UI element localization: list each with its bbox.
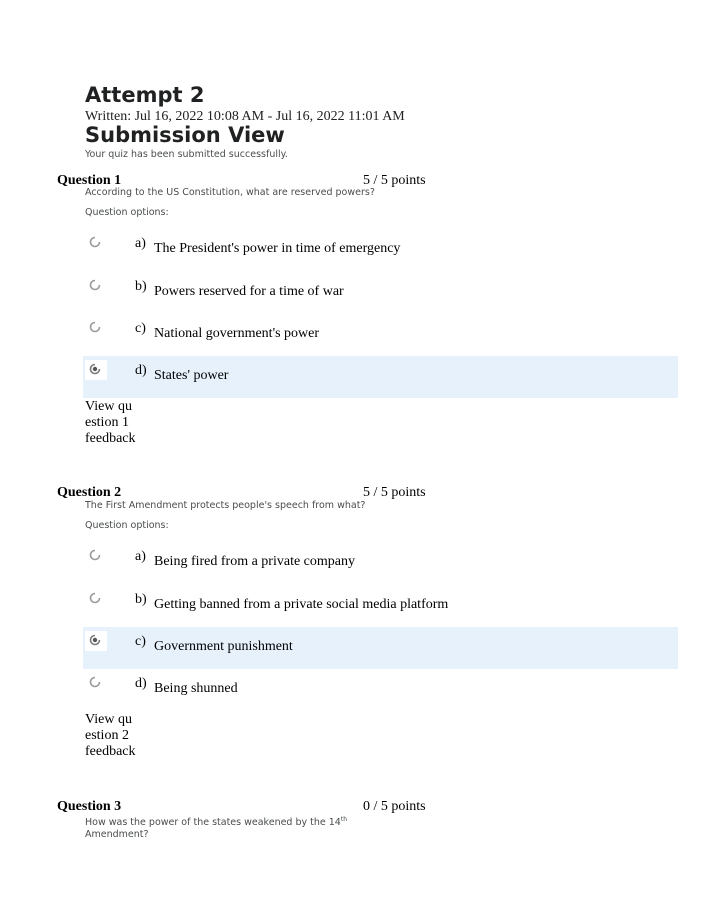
question-2-option-b <box>83 585 678 627</box>
question-2-option-d <box>83 669 678 711</box>
option-letter: d) <box>135 363 147 378</box>
written-dates: Written: Jul 16, 2022 10:08 AM - Jul 16, 2022 11:01 AM <box>85 109 405 124</box>
option-text: Being fired from a private company <box>154 554 355 569</box>
question-3-label: Question 3 <box>57 799 122 814</box>
question-3-text-superscript: th <box>340 816 348 823</box>
attempt-title: Attempt 2 <box>85 83 205 107</box>
option-text: National government's power <box>154 326 320 341</box>
question-2-options-label: Question options: <box>85 520 169 531</box>
radio-unselected-icon <box>85 276 107 296</box>
question-3-text-after: Amendment? <box>85 828 149 840</box>
question-2-option-c <box>83 627 678 669</box>
option-text: Being shunned <box>154 681 238 696</box>
question-1-option-d <box>83 356 678 398</box>
radio-selected-icon <box>85 631 107 651</box>
radio-unselected-icon <box>85 233 107 253</box>
radio-unselected-icon <box>85 318 107 338</box>
option-text: Government punishment <box>154 639 293 654</box>
radio-unselected-icon <box>85 546 107 566</box>
option-letter: a) <box>135 236 146 251</box>
question-2-feedback-link[interactable]: View question 2 feedback <box>85 712 136 760</box>
question-1-options-label: Question options: <box>85 207 169 218</box>
option-text: Powers reserved for a time of war <box>154 284 344 299</box>
question-2-option-a <box>83 542 678 584</box>
question-1-label: Question 1 <box>57 173 122 188</box>
submission-message: Your quiz has been submitted successfully. <box>85 149 288 160</box>
option-text: Getting banned from a private social media platform <box>154 597 449 612</box>
question-1-option-a <box>83 229 678 271</box>
radio-selected-icon <box>85 360 107 380</box>
question-3-text-before: How was the power of the states weakened by the 14 <box>85 817 341 829</box>
option-letter: b) <box>135 279 147 294</box>
question-2-label: Question 2 <box>57 485 122 500</box>
question-2-points: 5 / 5 points <box>363 485 426 500</box>
question-1-feedback-link[interactable]: View question 1 feedback <box>85 399 136 447</box>
option-letter: b) <box>135 592 147 607</box>
radio-unselected-icon <box>85 673 107 693</box>
option-text: States' power <box>154 368 229 383</box>
question-3-text <box>85 814 370 840</box>
option-letter: c) <box>135 634 146 649</box>
question-1-option-c <box>83 314 678 356</box>
question-1-option-b <box>83 272 678 314</box>
option-letter: a) <box>135 549 146 564</box>
question-1-text: According to the US Constitution, what are reserved powers? <box>85 187 375 198</box>
question-1-points: 5 / 5 points <box>363 173 426 188</box>
submission-title: Submission View <box>85 123 285 147</box>
option-letter: d) <box>135 676 147 691</box>
question-3-points: 0 / 5 points <box>363 799 426 814</box>
option-text: The President's power in time of emergency <box>154 241 401 256</box>
radio-unselected-icon <box>85 589 107 609</box>
option-letter: c) <box>135 321 146 336</box>
question-2-text: The First Amendment protects people's speech from what? <box>85 500 366 511</box>
